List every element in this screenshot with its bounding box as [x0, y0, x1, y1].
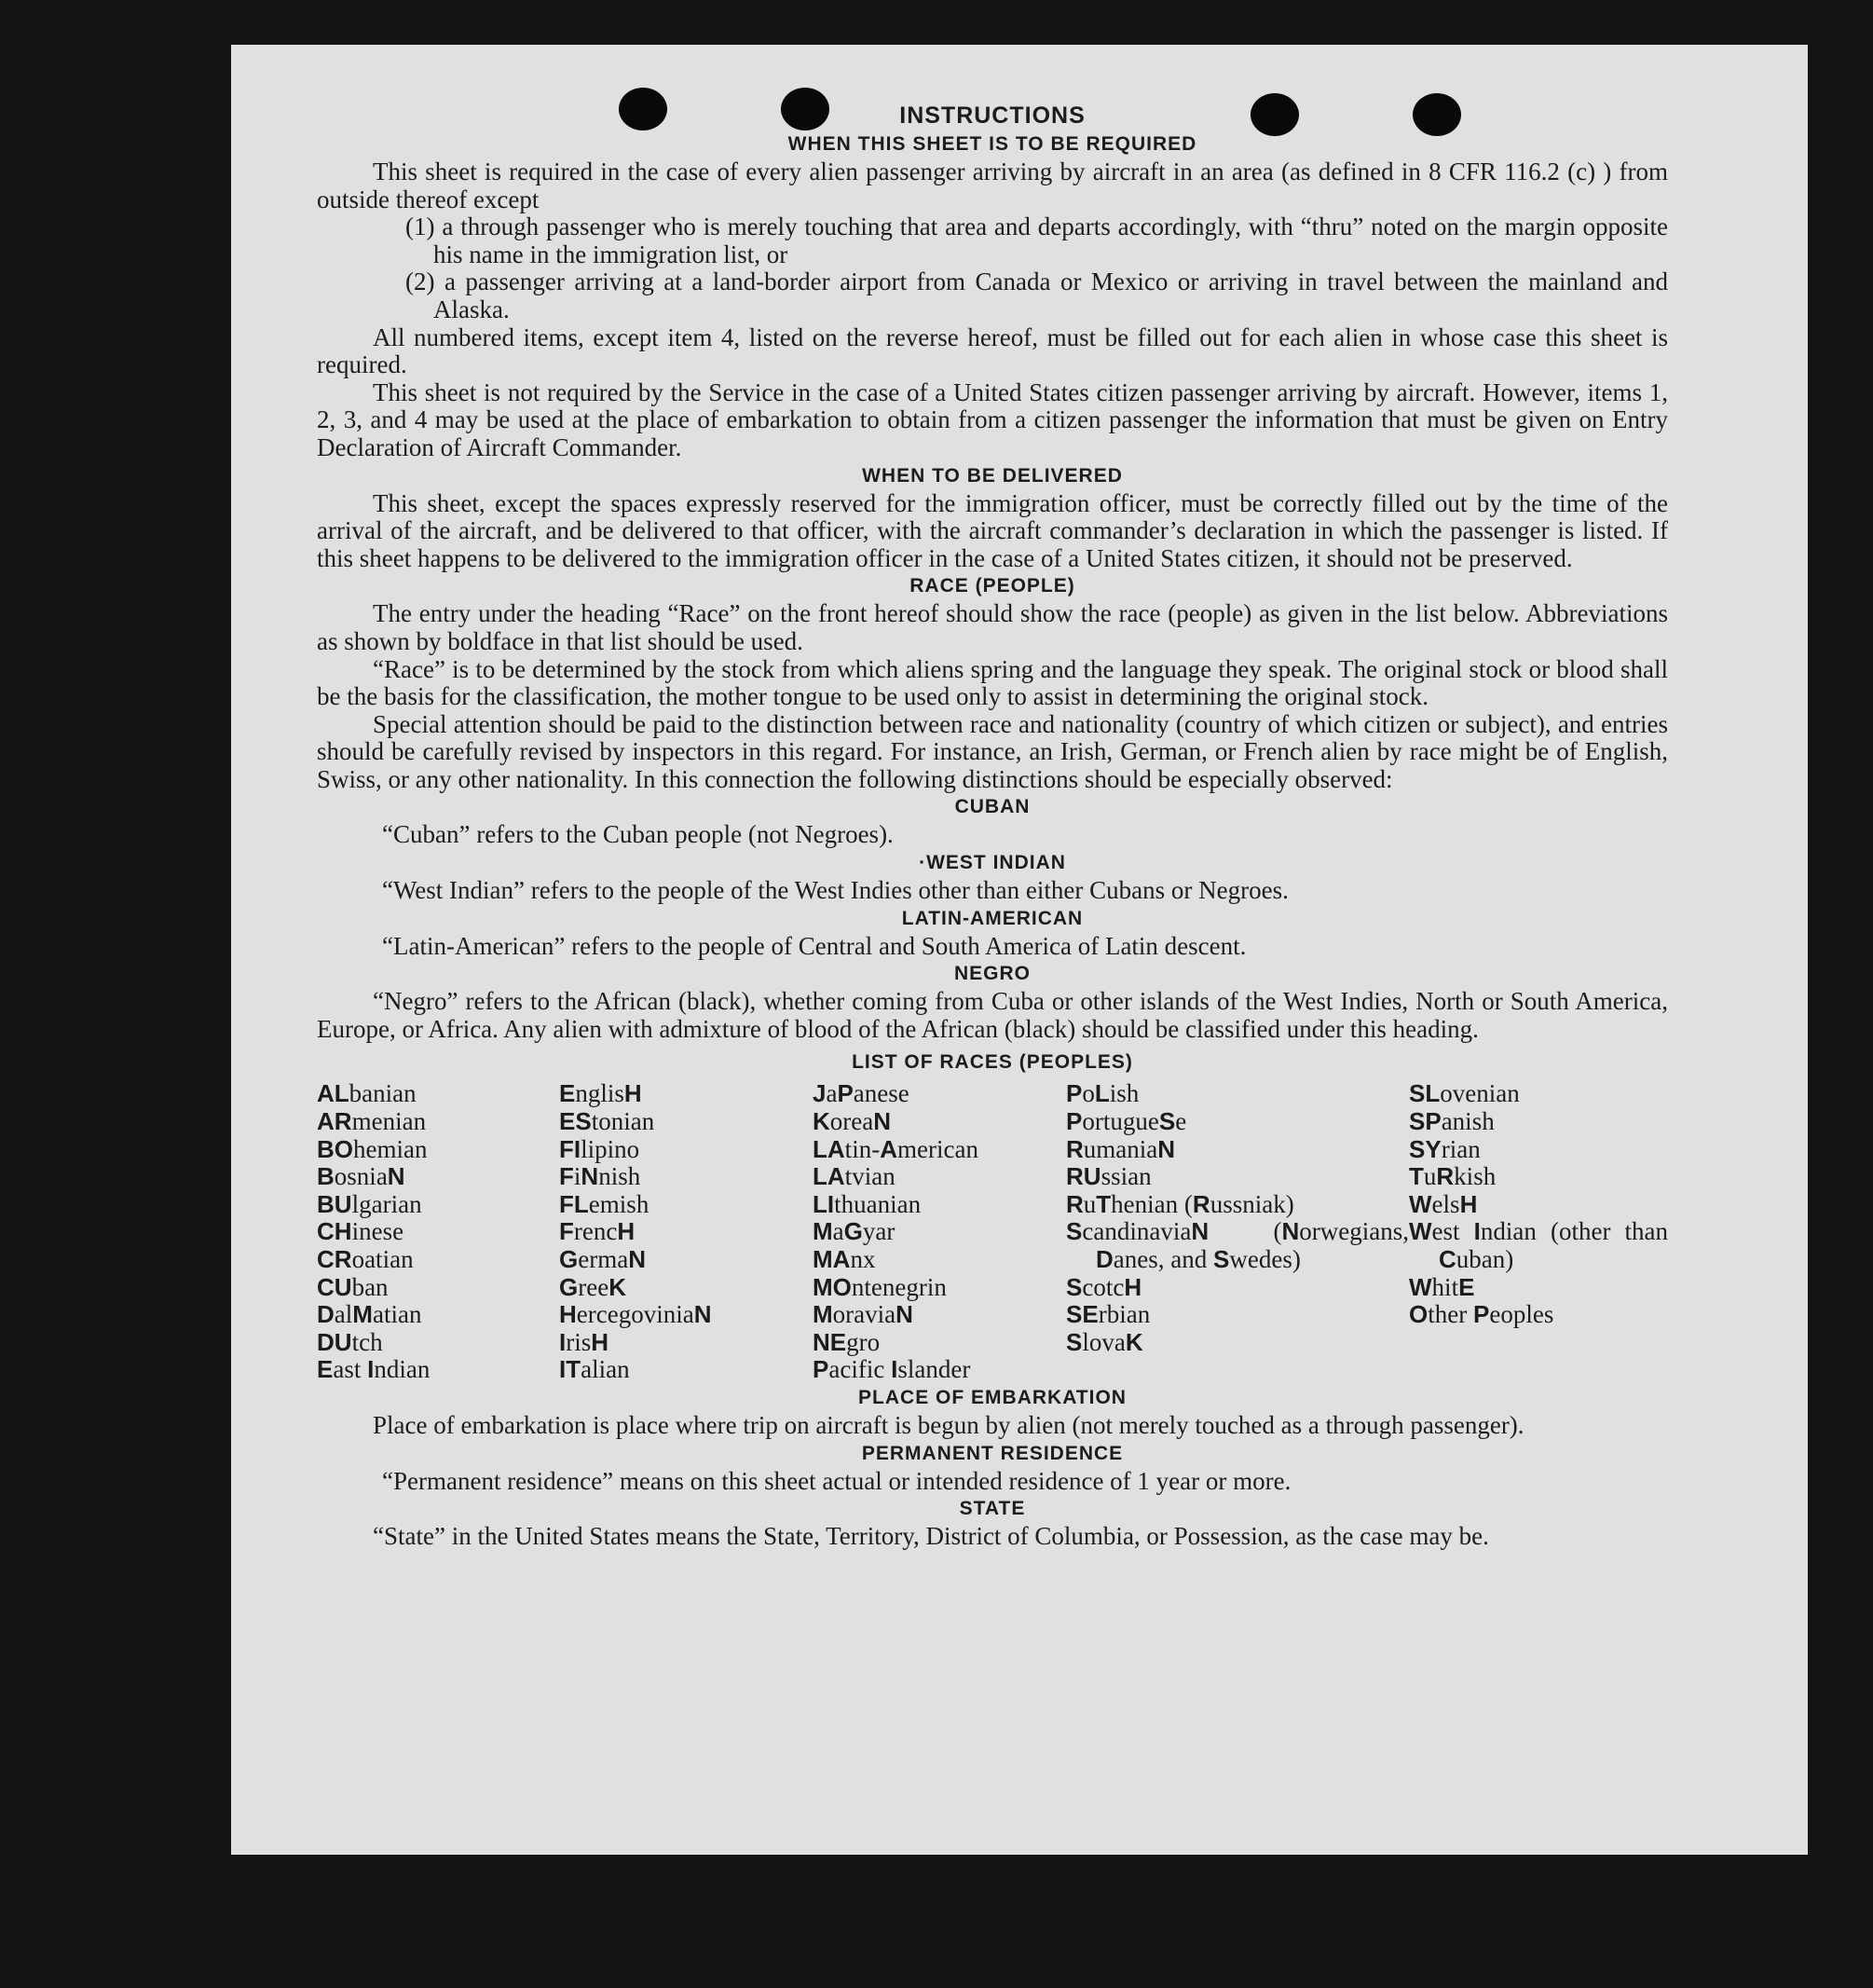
paragraph: The entry under the heading “Race” on the front hereof should show the race (people) as given in the list below. Abbreviations as shown by boldface in that list should be used.	[317, 599, 1668, 655]
race-entry: PoLish	[1066, 1079, 1140, 1108]
race-entry: RUssian	[1066, 1162, 1152, 1191]
race-entry: RumaniaN	[1066, 1134, 1176, 1163]
race-entry: KoreaN	[813, 1107, 892, 1136]
race-entry: West Indian (other than Cuban)	[1409, 1217, 1669, 1273]
race-entry: SLovenian	[1409, 1079, 1520, 1108]
races-column	[1409, 1080, 1668, 1384]
race-entry: MoraviaN	[813, 1300, 913, 1329]
section-heading: LATIN-AMERICAN	[901, 907, 1084, 929]
race-entry: FrencH	[559, 1217, 636, 1246]
paragraph: All numbered items, except item 4, listed on the reverse hereof, must be filled out for each alien in whose case this sheet is required.	[317, 322, 1668, 379]
race-entry: CHinese	[317, 1217, 404, 1246]
instructions-content	[317, 101, 1668, 1551]
races-column	[813, 1080, 1066, 1384]
race-entry: BosniaN	[317, 1162, 405, 1191]
race-entry: LIthuanian	[813, 1189, 922, 1218]
definition-text: “Cuban” refers to the Cuban people (not Negroes).	[382, 820, 894, 849]
races-list	[317, 1080, 1668, 1384]
race-entry: EStonian	[559, 1107, 655, 1136]
paragraph: This sheet is required in the case of every alien passenger arriving by aircraft in an area (as defined in 8 CFR 116.2 (c) ) from outside thereof except	[317, 158, 1668, 213]
race-entry: LAtin-American	[813, 1134, 978, 1163]
race-entry: FLemish	[559, 1189, 649, 1218]
race-entry: CUban	[317, 1272, 389, 1301]
race-entry: SYrian	[1409, 1134, 1481, 1163]
race-entry: HercegoviniaN	[559, 1300, 712, 1329]
section-heading: LIST OF RACES (PEOPLES)	[852, 1051, 1133, 1074]
race-entry: Other Peoples	[1409, 1300, 1554, 1329]
race-entry: ScandinaviaN (Norwegians, Danes, and Swedes)	[1066, 1217, 1409, 1273]
race-entry: ALbanian	[317, 1079, 417, 1108]
races-column	[1066, 1080, 1409, 1384]
race-entry: RuThenian (Russniak)	[1066, 1189, 1294, 1218]
race-entry: East Indian	[317, 1355, 431, 1384]
paragraph: “Negro” refers to the African (black), whether coming from Cuba or other islands of the West Indies, North or South America, Europe, or Africa. Any alien with admixture of blood of the African (black) should be classified under this heading.	[317, 987, 1668, 1043]
definition-text: “West Indian” refers to the people of the West Indies other than either Cubans or Negroes.	[382, 876, 1289, 905]
race-entry: GreeK	[559, 1272, 626, 1301]
race-entry: TuRkish	[1409, 1162, 1497, 1191]
race-entry: ScotcH	[1066, 1272, 1142, 1301]
races-column	[559, 1080, 813, 1384]
race-entry: MOntenegrin	[813, 1272, 947, 1301]
race-entry: SlovaK	[1066, 1327, 1143, 1356]
paragraph: Place of embarkation is place where trip on aircraft is begun by alien (not merely touched as a through passenger).	[373, 1410, 1524, 1439]
definition-text: “Permanent residence” means on this sheet actual or intended residence of 1 year or more.	[382, 1466, 1292, 1495]
section-heading: PLACE OF EMBARKATION	[858, 1386, 1127, 1408]
race-entry: MaGyar	[813, 1217, 895, 1246]
paragraph: “Race” is to be determined by the stock from which aliens spring and the language they speak. The original stock or blood shall be the basis for the classification, the mother tongue to be used only to assist in determining the original stock.	[317, 654, 1668, 711]
race-entry: MAnx	[813, 1245, 876, 1273]
section-heading: ·WEST INDIAN	[919, 852, 1066, 874]
race-entry: PortugueSe	[1066, 1107, 1187, 1136]
section-heading: RACE (PEOPLE)	[909, 575, 1075, 597]
definition-text: “Latin-American” refers to the people of Central and South America of Latin descent.	[382, 931, 1247, 960]
race-entry: FiNnish	[559, 1162, 641, 1191]
section-heading: CUBAN	[954, 796, 1031, 818]
race-entry: BUlgarian	[317, 1189, 422, 1218]
race-entry: CRoatian	[317, 1245, 414, 1273]
race-entry: DalMatian	[317, 1300, 422, 1329]
race-entry: IrisH	[559, 1327, 609, 1356]
section-heading: WHEN THIS SHEET IS TO BE REQUIRED	[787, 133, 1197, 155]
race-entry: GermaN	[559, 1245, 646, 1273]
race-entry: BOhemian	[317, 1134, 428, 1163]
race-entry: EnglisH	[559, 1079, 642, 1108]
numbered-item: (2) a passenger arriving at a land-border airport from Canada or Mexico or arriving in travel between the mainland and Alaska.	[405, 267, 1668, 323]
race-entry: JaPanese	[813, 1079, 909, 1108]
section-heading: STATE	[959, 1498, 1026, 1520]
race-entry: LAtvian	[813, 1162, 895, 1191]
section-heading: NEGRO	[953, 963, 1031, 985]
numbered-item: (1) a through passenger who is merely touching that area and departs accordingly, with “thru” noted on the margin opposite his name in the immigration list, or	[405, 213, 1668, 268]
race-entry: ITalian	[559, 1355, 630, 1384]
race-entry: DUtch	[317, 1327, 383, 1356]
section-heading: WHEN TO BE DELIVERED	[862, 464, 1123, 487]
section-heading: PERMANENT RESIDENCE	[861, 1442, 1124, 1464]
paragraph: This sheet is not required by the Service in the case of a United States citizen passenger arriving by aircraft. However, items 1, 2, 3, and 4 may be used at the place of embarkation to obtain from a citizen passenger the information that must be given on Entry Declaration of Aircraft Commander.	[317, 377, 1668, 461]
race-entry: FIlipino	[559, 1134, 640, 1163]
races-column	[317, 1080, 559, 1384]
page-title: INSTRUCTIONS	[899, 103, 1086, 129]
paragraph: This sheet, except the spaces expressly reserved for the immigration officer, must be correctly filled out by the time of the arrival of the aircraft, and be delivered to that officer, with the aircraft commander’s declaration in which the passenger is listed. If this sheet happens to be delivered to the immigration officer in the case of a United States citizen, it should not be preserved.	[317, 488, 1668, 572]
race-entry: Pacific Islander	[813, 1355, 971, 1384]
race-entry: SErbian	[1066, 1300, 1151, 1329]
race-entry: WelsH	[1409, 1189, 1478, 1218]
race-entry: SPanish	[1409, 1107, 1495, 1136]
race-entry: WhitE	[1409, 1272, 1475, 1301]
paragraph: “State” in the United States means the State, Territory, District of Columbia, or Possession, as the case may be.	[373, 1522, 1489, 1551]
race-entry: ARmenian	[317, 1107, 427, 1136]
paragraph: Special attention should be paid to the distinction between race and nationality (country of which citizen or subject), and entries should be carefully revised by inspectors in this regard. For instance, an Irish, German, or French alien by race might be of English, Swiss, or any other nationality. In this connection the following distinctions should be especially observed:	[317, 709, 1668, 793]
race-entry: NEgro	[813, 1327, 881, 1356]
